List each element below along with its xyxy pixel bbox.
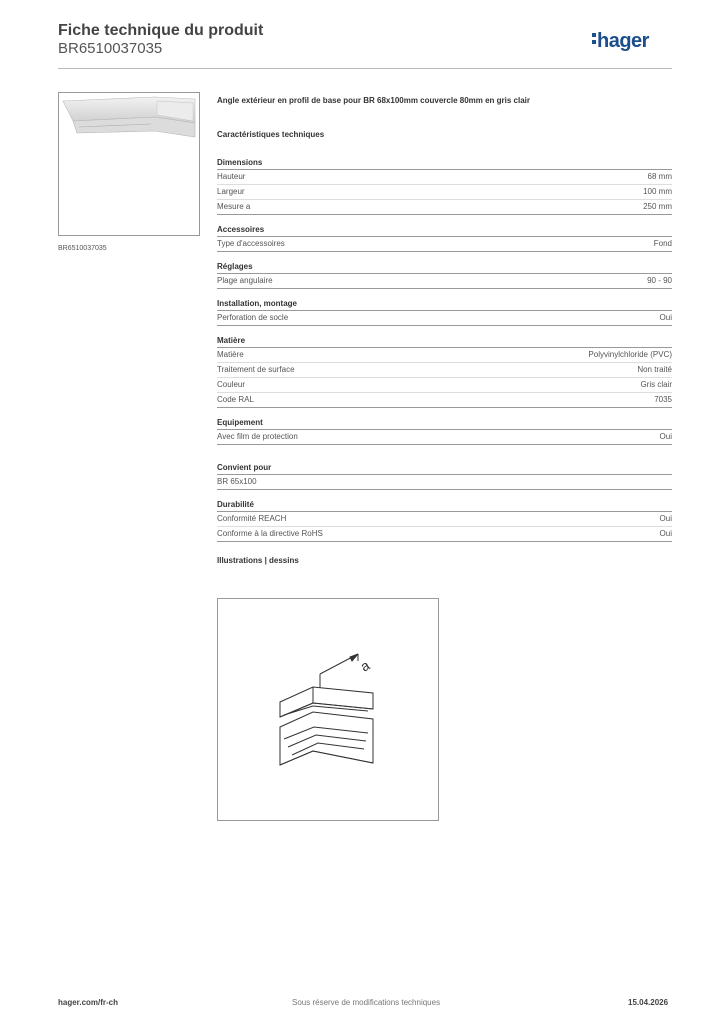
section-durabilite (217, 500, 672, 542)
spec-row: BR 65x100 (217, 475, 672, 490)
section-title: Equipement (217, 418, 672, 430)
section-title: Durabilité (217, 500, 672, 512)
spec-row: Largeur 100 mm (217, 185, 672, 200)
photo-caption: BR6510037035 (58, 245, 107, 252)
spec-row: Hauteur 68 mm (217, 170, 672, 185)
section-title: Dimensions (217, 158, 672, 170)
section-title: Accessoires (217, 225, 672, 237)
section-equipement (217, 418, 672, 445)
section-reglages (217, 262, 672, 289)
characteristics-heading: Caractéristiques techniques (217, 130, 325, 139)
footer-disclaimer: Sous réserve de modifications techniques (292, 998, 441, 1007)
spec-row: Traitement de surface Non traité (217, 363, 672, 378)
product-photo (58, 92, 200, 236)
section-title: Installation, montage (217, 299, 672, 311)
spec-row: Mesure a 250 mm (217, 200, 672, 215)
product-image-icon (59, 93, 199, 235)
product-reference: BR6510037035 (58, 40, 163, 57)
main-content (217, 96, 672, 565)
illustrations-heading: Illustrations | dessins (217, 556, 299, 565)
section-title: Convient pour (217, 463, 672, 475)
dimension-label: a (357, 656, 373, 675)
spec-sections (217, 158, 672, 542)
section-matiere (217, 336, 672, 408)
section-accessoires (217, 225, 672, 252)
section-installation (217, 299, 672, 326)
spec-row: Couleur Gris clair (217, 378, 672, 393)
product-description: Angle extérieur en profil de base pour BR 68x100mm couvercle 80mm en gris clair (217, 96, 531, 105)
section-convient-pour (217, 463, 672, 490)
hager-logo[interactable]: hager (592, 30, 649, 53)
spec-row: Plage angulaire 90 - 90 (217, 274, 672, 289)
section-spacer (217, 455, 672, 463)
logo-colon-icon (592, 33, 596, 46)
header-divider (58, 68, 672, 69)
spec-row: Matière Polyvinylchloride (PVC) (217, 348, 672, 363)
page-title: Fiche technique du produit (58, 22, 264, 39)
section-dimensions (217, 158, 672, 215)
spec-row: Code RAL 7035 (217, 393, 672, 408)
section-title: Matière (217, 336, 672, 348)
spec-row: Conformité REACH Oui (217, 512, 672, 527)
footer-website-link[interactable]: hager.com/fr-ch (58, 998, 119, 1007)
spec-row: Type d'accessoires Fond (217, 237, 672, 252)
spec-row: Avec film de protection Oui (217, 430, 672, 445)
footer-date: 15.04.2026 (628, 998, 669, 1007)
corner-drawing-icon (218, 599, 438, 820)
spec-row: Perforation de socle Oui (217, 311, 672, 326)
spec-row: Conforme à la directive RoHS Oui (217, 527, 672, 542)
technical-drawing (217, 598, 439, 821)
section-title: Réglages (217, 262, 672, 274)
